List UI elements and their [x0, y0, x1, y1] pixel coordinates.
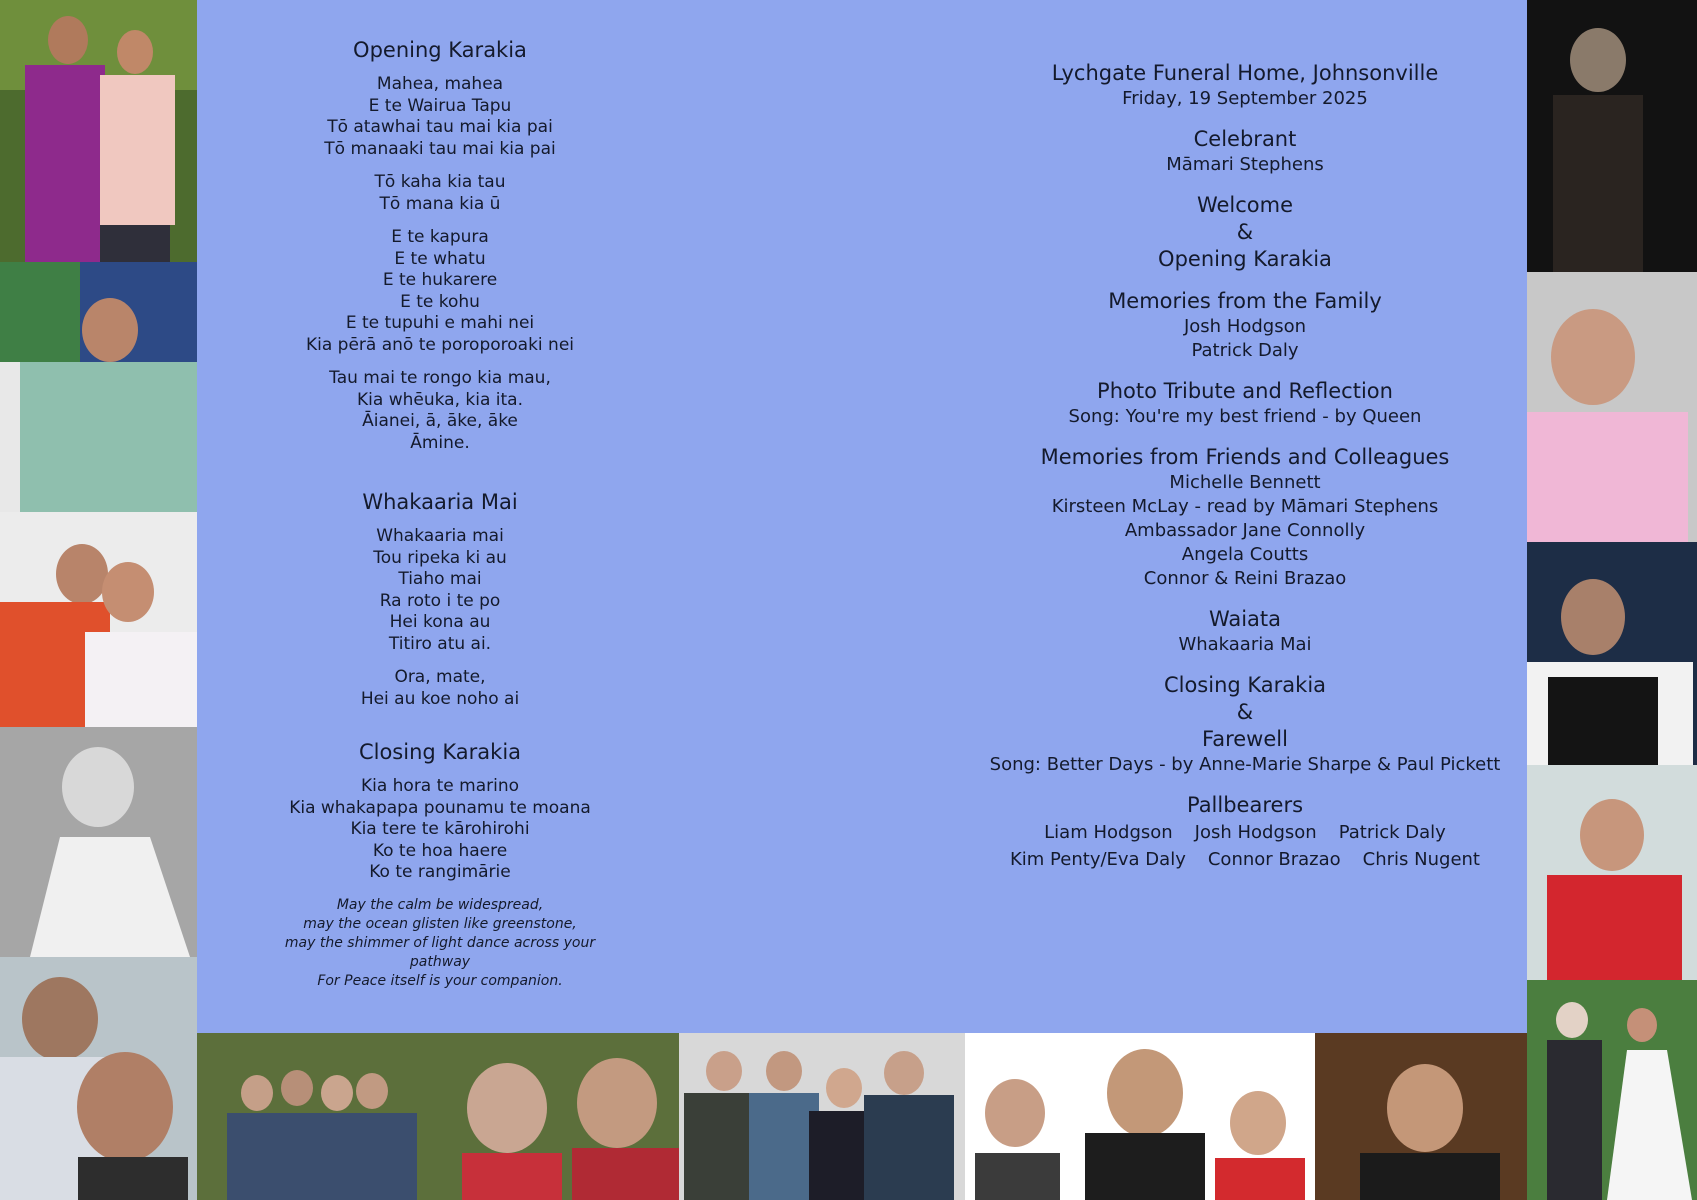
lyric-line: Kia whakapapa pounamu te moana: [289, 797, 591, 818]
photo-bottom-2: [679, 1033, 965, 1200]
pallbearer-name: Connor Brazao: [1207, 849, 1341, 870]
translation-line: may the ocean glisten like greenstone,: [303, 915, 577, 932]
pallbearers-row: [975, 819, 1515, 846]
speaker-name: Ambassador Jane Connolly: [1124, 520, 1366, 541]
photo-left-2: [0, 262, 197, 512]
lyric-line: Tō mana kia ū: [379, 193, 501, 214]
photo-bottom-1: [197, 1033, 679, 1200]
friends-memories-title: Memories from Friends and Colleagues: [1040, 445, 1450, 469]
waiata-name: Whakaaria Mai: [1178, 634, 1312, 655]
speaker-name: Connor & Reini Brazao: [1143, 568, 1347, 589]
lyric-line: Tō manaaki tau mai kia pai: [324, 138, 556, 159]
pallbearer-name: Chris Nugent: [1362, 849, 1480, 870]
translation-line: For Peace itself is your companion.: [317, 972, 563, 989]
lyric-line: E te tupuhi e mahi nei: [345, 313, 535, 333]
opening-karakia-stanza-2: [255, 172, 625, 215]
lyric-line: Ora, mate,: [394, 667, 486, 687]
pallbearers-block: [975, 792, 1515, 873]
family-memories-title: Memories from the Family: [1108, 289, 1382, 313]
waiata-title: Waiata: [1208, 607, 1282, 631]
photo-bottom-3: [965, 1033, 1315, 1200]
closing-karakia-stanza: [255, 776, 625, 884]
opening-karakia-item: Opening Karakia: [1158, 247, 1332, 271]
translation-line: may the shimmer of light dance across your pathway: [284, 934, 596, 970]
celebrant-block: [975, 126, 1515, 177]
photo-right-1: [1503, 0, 1697, 272]
farewell-item: Farewell: [1202, 727, 1288, 751]
order-of-service-column: [975, 60, 1515, 888]
speaker-name: Angela Coutts: [1181, 544, 1309, 565]
translation-line: May the calm be widespread,: [336, 896, 544, 913]
karakia-column: [255, 36, 625, 991]
friends-memories-block: [975, 444, 1515, 591]
lyric-line: Āianei, ā, āke, āke: [362, 411, 518, 431]
celebrant-title: Celebrant: [1193, 127, 1297, 151]
photo-right-3: [1503, 542, 1697, 765]
photo-left-4: [0, 727, 197, 957]
lyric-line: E te whatu: [394, 248, 486, 269]
pallbearers-title: Pallbearers: [1186, 793, 1304, 817]
service-date: Friday, 19 September 2025: [1122, 88, 1368, 109]
photo-left-1: [0, 0, 197, 262]
venue-name: Lychgate Funeral Home, Johnsonville: [1051, 61, 1439, 85]
lyric-line: E te kohu: [400, 291, 480, 312]
pallbearer-name: Josh Hodgson: [1194, 822, 1317, 843]
lyric-line: Āmine.: [410, 432, 470, 453]
lyric-line: Ra roto i te po: [379, 590, 501, 611]
ampersand: &: [1236, 220, 1254, 244]
lyric-line: Hei au koe noho ai: [360, 688, 520, 709]
lyric-line: Ko te rangimārie: [369, 862, 511, 882]
speaker-name: Kirsteen McLay - read by Māmari Stephens: [1051, 496, 1439, 517]
lyric-line: Tau mai te rongo kia mau,: [329, 368, 551, 388]
pallbearer-name: Kim Penty/Eva Daly: [1010, 849, 1186, 870]
photo-right-5: [1527, 980, 1697, 1200]
welcome-block: [975, 192, 1515, 273]
photo-right-4: [1527, 765, 1697, 980]
whakaaria-mai-stanza-2: [255, 667, 625, 710]
speaker-name: Patrick Daly: [1191, 340, 1299, 361]
lyric-line: Kia tere te kārohirohi: [350, 819, 530, 839]
whakaaria-mai-title: Whakaaria Mai: [362, 490, 518, 514]
whakaaria-mai-stanza-1: [255, 526, 625, 655]
closing-karakia-title: Closing Karakia: [358, 740, 522, 764]
ampersand: &: [1236, 700, 1254, 724]
lyric-line: Whakaaria mai: [376, 526, 504, 546]
lyric-line: E te Wairua Tapu: [368, 95, 512, 116]
photo-left-5: [0, 957, 197, 1200]
speaker-name: Josh Hodgson: [1183, 316, 1307, 337]
photo-tribute-block: [975, 378, 1515, 429]
photo-right-2: [1503, 272, 1697, 542]
opening-karakia-stanza-1: [255, 74, 625, 160]
lyric-line: Kia pērā anō te poroporoaki nei: [305, 334, 575, 355]
lyric-line: Tō kaha kia tau: [374, 172, 506, 192]
tribute-song: Song: You're my best friend - by Queen: [1068, 406, 1422, 427]
lyric-line: Tō atawhai tau mai kia pai: [327, 117, 553, 137]
lyric-line: Tiaho mai: [398, 569, 482, 589]
closing-karakia-item: Closing Karakia: [1163, 673, 1327, 697]
family-memories-block: [975, 288, 1515, 363]
pallbearer-name: Patrick Daly: [1338, 822, 1446, 843]
lyric-line: Mahea, mahea: [376, 74, 504, 94]
closing-karakia-translation: [255, 896, 625, 991]
speaker-name: Michelle Bennett: [1169, 472, 1321, 493]
lyric-line: Titiro atu ai.: [388, 633, 492, 654]
lyric-line: E te hukarere: [382, 270, 498, 290]
lyric-line: E te kapura: [391, 227, 489, 247]
photo-bottom-4: [1315, 1033, 1527, 1200]
lyric-line: Kia whēuka, kia ita.: [357, 389, 523, 410]
welcome-title: Welcome: [1196, 193, 1294, 217]
photo-left-3: [0, 512, 197, 727]
lyric-line: Ko te hoa haere: [372, 840, 508, 861]
pallbearer-name: Liam Hodgson: [1044, 822, 1173, 843]
closing-song: Song: Better Days - by Anne-Marie Sharpe & Paul Pickett: [989, 754, 1501, 775]
opening-karakia-title: Opening Karakia: [353, 38, 527, 62]
lyric-line: Kia hora te marino: [360, 776, 520, 796]
closing-block: [975, 672, 1515, 777]
celebrant-name: Māmari Stephens: [1166, 154, 1324, 175]
opening-karakia-stanza-3: [255, 227, 625, 356]
opening-karakia-stanza-4: [255, 368, 625, 454]
venue-block: [975, 60, 1515, 111]
waiata-block: [975, 606, 1515, 657]
pallbearers-row: [975, 846, 1515, 873]
lyric-line: Tou ripeka ki au: [373, 547, 507, 568]
photo-tribute-title: Photo Tribute and Reflection: [1097, 379, 1393, 403]
lyric-line: Hei kona au: [389, 612, 491, 632]
